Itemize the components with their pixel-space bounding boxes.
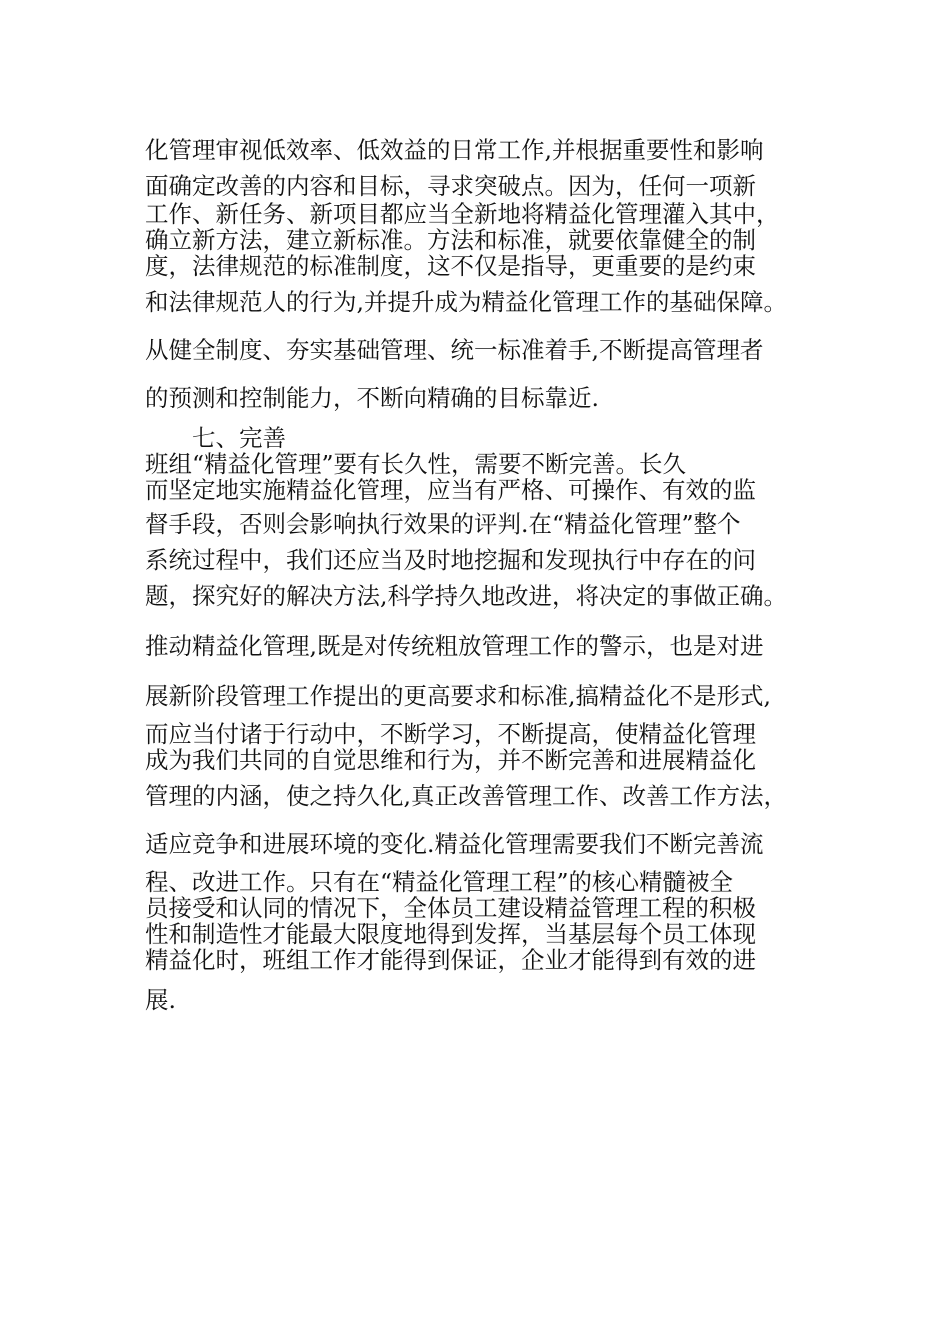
paragraph-line: 精益化时，班组工作才能得到保证，企业才能得到有效的进: [145, 946, 756, 974]
paragraph-line: 题，探究好的解决方法,科学持久地改进，将决定的事做正确。: [145, 582, 787, 610]
paragraph-line: 性和制造性才能最大限度地得到发挥，当基层每个员工体现: [145, 920, 756, 948]
paragraph-line: 和法律规范人的行为,并提升成为精益化管理工作的基础保障。: [145, 288, 787, 316]
paragraph-line: 工作、新任务、新项目都应当全新地将精益化管理灌入其中，: [145, 200, 780, 228]
paragraph-line: 从健全制度、夯实基础管理、统一标准着手,不断提高管理者: [145, 336, 764, 364]
paragraph-line: 推动精益化管理,既是对传统粗放管理工作的警示，也是对进: [145, 632, 764, 660]
paragraph-line: 成为我们共同的自觉思维和行为，并不断完善和进展精益化: [145, 746, 756, 774]
paragraph-line: 系统过程中，我们还应当及时地挖掘和发现执行中存在的问: [145, 546, 756, 574]
paragraph-line: 而应当付诸于行动中，不断学习，不断提高，使精益化管理: [145, 720, 756, 748]
paragraph-line: 班组“精益化管理”要有长久性，需要不断完善。长久: [145, 450, 687, 478]
paragraph-line: 管理的内涵，使之持久化,真正改善管理工作、改善工作方法，: [145, 782, 787, 810]
paragraph-line: 度，法律规范的标准制度，这不仅是指导，更重要的是约束: [145, 252, 756, 280]
paragraph-line: 员接受和认同的情况下，全体员工建设精益管理工程的积极: [145, 894, 756, 922]
paragraph-line: 程、改进工作。只有在“精益化管理工程”的核心精髓被全: [145, 868, 734, 896]
paragraph-line: 的预测和控制能力，不断向精确的目标靠近.: [145, 384, 599, 412]
section-heading: 七、完善: [192, 424, 286, 452]
paragraph-line: 面确定改善的内容和目标，寻求突破点。因为，任何一项新: [145, 172, 756, 200]
paragraph-line: 确立新方法，建立新标准。方法和标准，就要依靠健全的制: [145, 226, 756, 254]
paragraph-line: 而坚定地实施精益化管理，应当有严格、可操作、有效的监: [145, 476, 756, 504]
paragraph-line: 化管理审视低效率、低效益的日常工作,并根据重要性和影响: [145, 136, 764, 164]
paragraph-line: 展.: [145, 986, 176, 1014]
paragraph-line: 适应竞争和进展环境的变化.精益化管理需要我们不断完善流: [145, 830, 764, 858]
paragraph-line: 展新阶段管理工作提出的更高要求和标准,搞精益化不是形式,: [145, 682, 771, 710]
paragraph-line: 督手段，否则会影响执行效果的评判.在“精益化管理”整个: [145, 510, 741, 538]
